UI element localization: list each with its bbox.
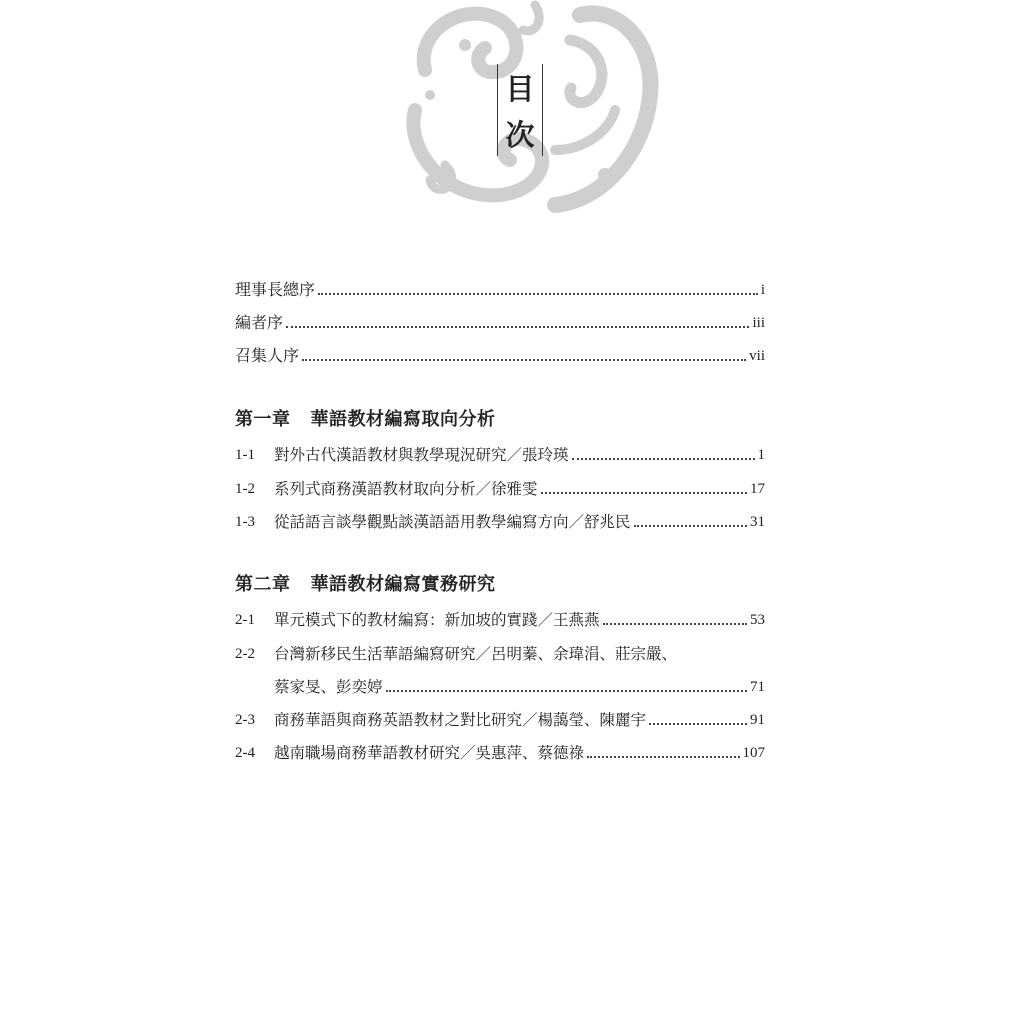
toc-entry-1-3[interactable] [235,508,765,532]
chapter-title: 華語教材編寫取向分析 [310,409,496,430]
toc-entry-title: 蔡家旻、彭奕婷 [274,678,383,696]
dot-leader [302,359,746,361]
chapter-heading-1[interactable] [235,405,765,431]
toc-entry-number: 2-3 [235,712,255,728]
dot-leader [572,458,755,460]
toc-entry-page: 107 [742,745,765,761]
chapter-heading-2[interactable] [235,570,765,596]
page-title [497,64,543,156]
dot-leader [603,623,747,625]
toc-entry-2-3[interactable] [235,706,765,730]
toc-entry-page: 53 [750,612,765,628]
toc-entry-title: 召集人序 [235,346,300,365]
title-char-1: 目 [505,71,535,106]
toc-entry-title: 商務華語與商務英語教材之對比研究／楊藹瑩、陳麗宇 [274,711,647,729]
toc-entry-title: 台灣新移民生活華語編寫研究／呂明蓁、余瑋涓、莊宗嚴、 [274,645,678,663]
toc-entry-1-2[interactable] [235,475,765,499]
toc-entry-page: 91 [750,712,765,728]
toc-entry-page: vii [749,348,765,364]
toc-entry-number: 1-2 [235,481,255,497]
toc-entry-title: 系列式商務漢語教材取向分析／徐雅雯 [274,480,538,498]
toc-entry-number: 2-4 [235,745,255,761]
toc-entry-title: 編者序 [235,313,284,332]
dot-leader [587,756,739,758]
dot-leader [286,326,749,328]
toc-entry-2-1[interactable] [235,606,765,630]
toc-entry-page: 17 [750,481,765,497]
chapter-label: 第一章 [235,409,291,430]
toc-entry-2-2[interactable] [235,640,765,664]
toc-entry-front-1[interactable] [235,276,765,300]
toc-entry-title: 單元模式下的教材編寫：新加坡的實踐／王燕燕 [274,611,600,629]
toc-entry-number: 1-1 [235,447,255,463]
toc-entry-title: 越南職場商務華語教材研究／吳惠萍、蔡德祿 [274,744,585,762]
toc-entry-number: 2-2 [235,646,255,662]
toc-entry-page: 1 [757,447,765,463]
dot-leader [541,492,747,494]
toc-entry-front-2[interactable] [235,309,765,333]
chapter-label: 第二章 [235,574,291,595]
toc-entry-page: i [760,282,765,298]
toc-entry-page: 31 [750,514,765,530]
toc-entry-title: 理事長總序 [235,280,316,299]
toc-entry-1-1[interactable] [235,441,765,465]
dot-leader [649,723,747,725]
toc-entry-2-2-continued[interactable] [235,673,765,697]
toc-entry-page: iii [752,315,765,331]
toc-entry-front-3[interactable] [235,342,765,366]
toc-entry-title: 對外古代漢語教材與教學現況研究／張玲瑛 [274,446,569,464]
dot-leader [318,293,758,295]
toc-entry-2-4[interactable] [235,739,765,763]
toc-entry-number: 2-1 [235,612,255,628]
toc-entry-title: 從話語言談學觀點談漢語語用教學編寫方向／舒兆民 [274,513,631,531]
toc-entry-page: 71 [750,679,765,695]
title-char-2: 次 [505,117,535,152]
chapter-title: 華語教材編寫實務研究 [310,574,496,595]
dot-leader [634,525,747,527]
dot-leader [386,690,747,692]
toc-entry-number: 1-3 [235,514,255,530]
